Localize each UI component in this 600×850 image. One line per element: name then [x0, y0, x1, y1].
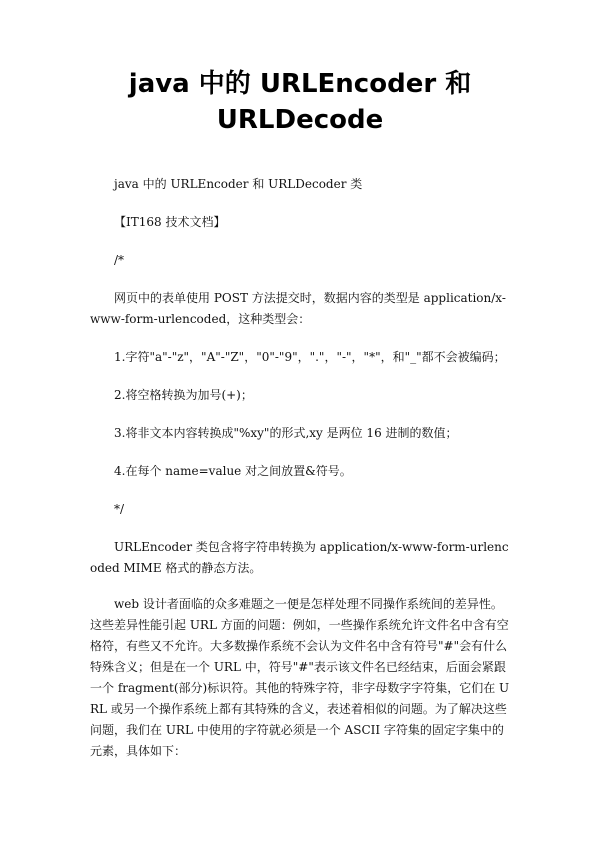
paragraph-rule-2: 2.将空格转换为加号(+)； [114, 388, 253, 402]
title-line-1: java 中的 URLEncoder 和 [128, 69, 472, 99]
title-line-2: URLDecode [216, 105, 384, 135]
paragraph-urlencoder: URLEncoder 类包含将字符串转换为 application/x-www-form-urlencoded MIME 格式的静态方法。 [90, 540, 509, 575]
paragraph-comment-close: */ [114, 502, 125, 516]
document-body [90, 174, 510, 779]
page-title [0, 66, 600, 138]
paragraph-source: 【IT168 技术文档】 [114, 215, 226, 229]
paragraph-form-post: 网页中的表单使用 POST 方法提交时，数据内容的类型是 application/x-www-form-urlencoded，这种类型会： [90, 291, 506, 326]
paragraph-rule-1: 1.字符"a"-"z"，"A"-"Z"，"0"-"9"，"."，"-"，"*"，和"_"都不会被编码； [114, 350, 506, 364]
paragraph-rule-3: 3.将非文本内容转换成"%xy"的形式,xy 是两位 16 进制的数值； [114, 426, 458, 440]
paragraph-web-design: web 设计者面临的众多难题之一便是怎样处理不同操作系统间的差异性。这些差异性能引起 URL 方面的问题：例如，一些操作系统允许文件名中含有空格符，有些又不允许。大多数操作系统不会认为文件名中含有符号"#"会有什么特殊含义；但是在一个 URL 中，符号"#"表示该文件名已经结束，后面会紧跟一个 fragment(部分)标识符。其他的特殊字符，非字母数字字符集，它们在 URL 或另一个操作系统上都有其特殊的含义，表述着相似的问题。为了解决这些问题，我们在 URL 中使用的字符就必须是一个 ASCII 字符集的固定字集中的元素，具体如下： [90, 597, 510, 758]
paragraph-comment-open: /* [114, 253, 125, 267]
paragraph-intro: java 中的 URLEncoder 和 URLDecoder 类 [114, 177, 363, 191]
paragraph-rule-4: 4.在每个 name=value 对之间放置&符号。 [114, 464, 352, 478]
